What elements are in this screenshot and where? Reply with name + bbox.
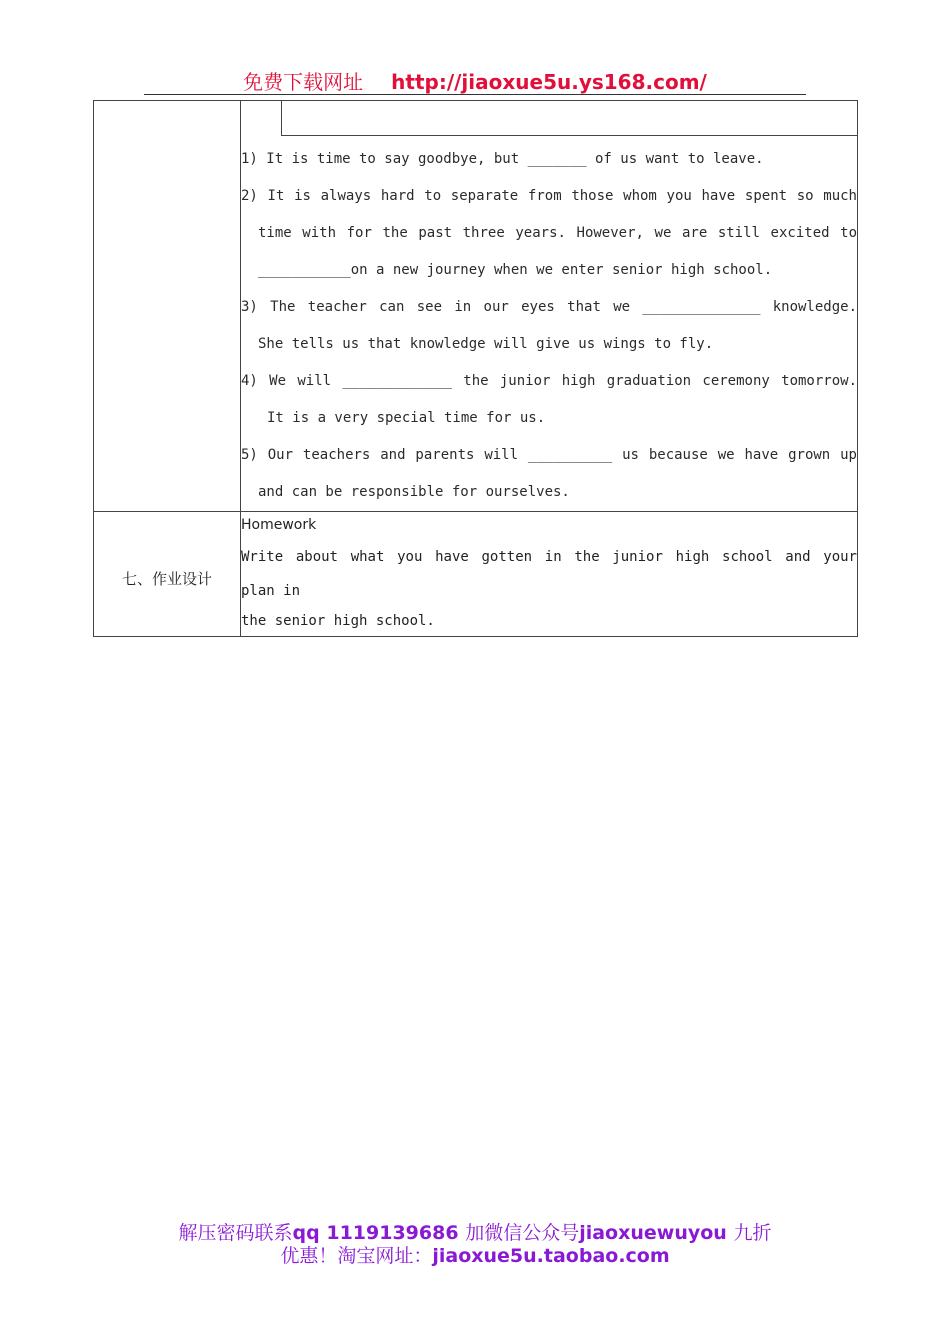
homework-title: Homework (241, 517, 317, 533)
footer-qq: qq 1119139686 (292, 1222, 459, 1244)
homework-cell (241, 512, 858, 637)
homework-text: Write about what you have gotten in the junior high school and your (241, 549, 857, 565)
lesson-plan-table (93, 100, 858, 637)
exercise-list (241, 141, 857, 511)
exercise-line: 2) It is always hard to separate from those whom you have spent so much (241, 188, 857, 204)
footer-shop-link[interactable]: jiaoxue5u.taobao.com (432, 1245, 670, 1267)
exercise-line: 1) It is time to say goodbye, but _______ of us want to leave. (241, 151, 764, 167)
exercise-line: It is a very special time for us. (267, 410, 546, 426)
page-header (0, 66, 950, 95)
homework-text: plan in (241, 583, 301, 599)
word-bank-box (281, 100, 858, 136)
footer-text: 优惠！淘宝网址： (280, 1245, 433, 1267)
section-label-cell (94, 512, 241, 637)
footer-text: 解压密码联系 (178, 1222, 293, 1244)
exercise-line: ___________on a new journey when we enter senior high school. (258, 262, 773, 278)
exercise-line: 3) The teacher can see in our eyes that we ______________ knowledge. (241, 299, 857, 315)
exercise-row-label-cell (94, 101, 241, 512)
exercise-row (94, 101, 858, 512)
section-title: 七、作业设计 (121, 571, 212, 588)
footer-text: 九折 (733, 1222, 772, 1244)
footer-line-2 (0, 1241, 950, 1268)
exercise-line: She tells us that knowledge will give us wings to fly. (258, 336, 714, 352)
footer-text: 加微信公众号 (465, 1222, 580, 1244)
exercise-line: and can be responsible for ourselves. (258, 484, 570, 500)
exercise-cell (241, 101, 858, 512)
header-url-link[interactable]: http://jiaoxue5u.ys168.com/ (391, 70, 707, 94)
exercise-line: 5) Our teachers and parents will __________ us because we have grown up (241, 447, 857, 463)
footer-wechat: jiaoxuewuyou (579, 1222, 727, 1244)
exercise-line: time with for the past three years. However, we are still excited to (258, 225, 857, 241)
header-label: 免费下载网址 (243, 70, 364, 94)
homework-text: the senior high school. (241, 613, 435, 629)
exercise-line: 4) We will _____________ the junior high graduation ceremony tomorrow. (241, 373, 857, 389)
header-divider (144, 94, 806, 95)
homework-row (94, 512, 858, 637)
